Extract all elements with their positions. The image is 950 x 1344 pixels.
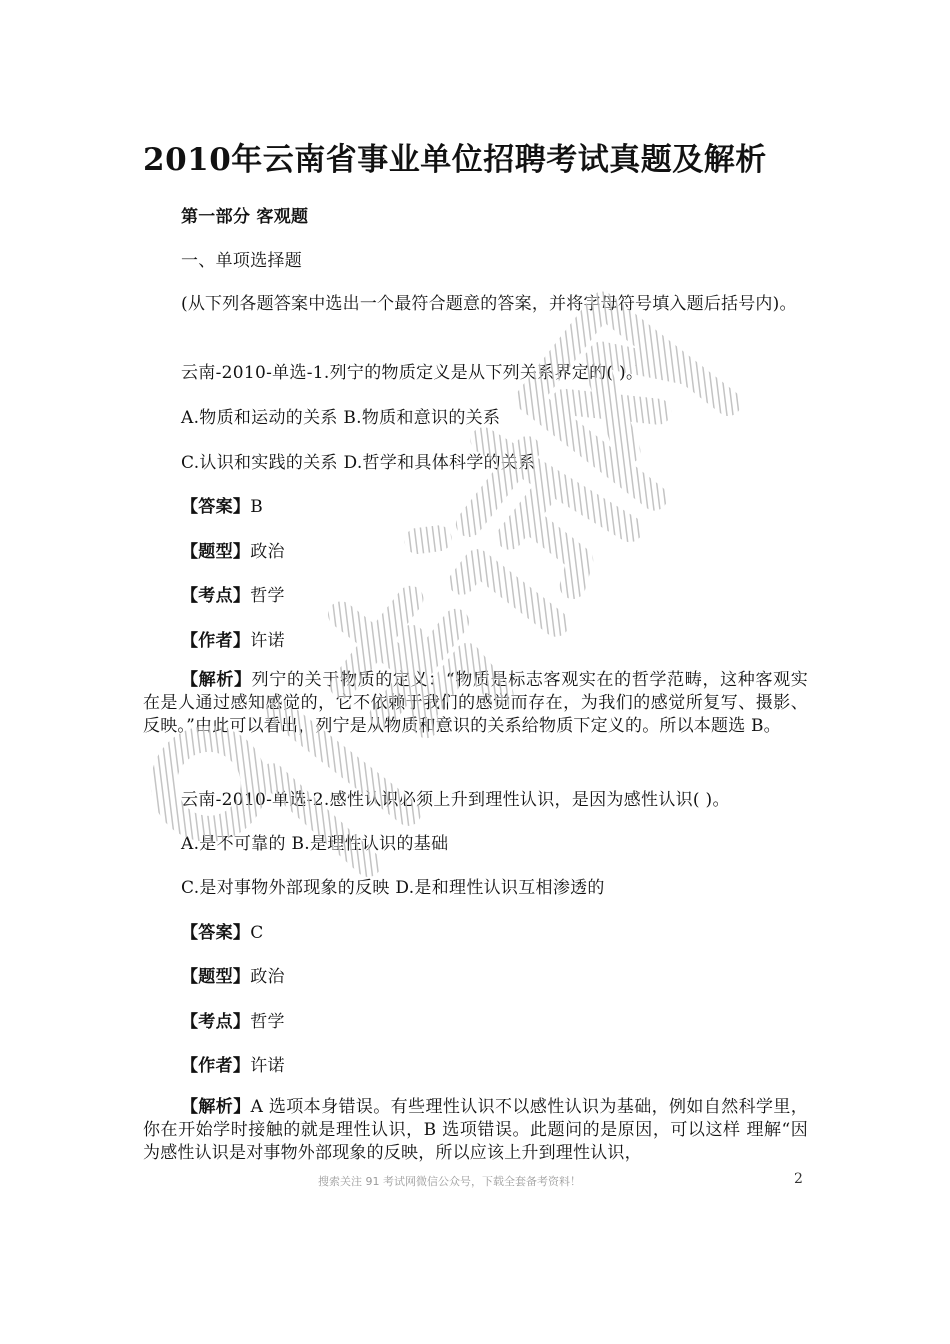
q1-type [181,537,285,562]
instruction-paragraph: (从下列各题答案中选出一个最符合题意的答案，并将字母符号填入题后括号内)。 [181,294,797,314]
analysis-label: 【解析】 [181,670,252,690]
type-value: 政治 [250,542,285,562]
answer-label: 【答案】 [181,497,251,517]
q2-options-ab: A.是不可靠的 B.是理性认识的基础 [181,834,449,854]
answer-value: C [250,923,264,943]
page-footer [0,1171,950,1189]
q2-options-cd: C.是对事物外部现象的反映 D.是和理性认识互相渗透的 [181,878,605,898]
q1-options-ab: A.物质和运动的关系 B.物质和意识的关系 [181,408,501,428]
type-value: 政治 [250,967,285,987]
analysis-label: 【解析】 [181,1097,251,1117]
q2-type [181,962,285,987]
point-value: 哲学 [250,586,285,606]
q2-analysis [143,1096,808,1165]
page-number: 2 [794,1171,803,1187]
section-heading: 一、单项选择题 [181,251,303,271]
q2-author [181,1051,285,1076]
analysis-text: 列宁的关于物质的定义：“物质是标志客观实在的哲学范畴，这种客观实在是人通过感知感觉的，它不依赖于我们的感觉而存在，为我们的感觉所复写、摄影、反映。”由此可以看出，列宁是从物质和意识的关系给物质下定义的。所以本题选 B。 [143,670,808,736]
answer-label: 【答案】 [181,923,251,943]
q1-options-cd: C.认识和实践的关系 D.哲学和具体科学的关系 [181,453,536,473]
q1-stem: 云南-2010-单选-1.列宁的物质定义是从下列关系界定的( )。 [181,363,644,383]
author-value: 许诺 [250,1056,285,1076]
type-label: 【题型】 [181,542,251,562]
point-value: 哲学 [250,1012,285,1032]
q2-answer [181,918,264,943]
answer-value: B [250,497,263,517]
part-heading: 第一部分 客观题 [181,207,309,227]
type-label: 【题型】 [181,967,251,987]
author-value: 许诺 [250,631,285,651]
q2-point [181,1007,285,1032]
q1-author [181,626,285,651]
q1-analysis [143,669,808,738]
point-label: 【考点】 [181,586,251,606]
q2-stem: 云南-2010-单选-2.感性认识必须上升到理性认识，是因为感性认识( )。 [181,790,730,810]
q1-point [181,581,285,606]
q1-answer [181,492,263,517]
author-label: 【作者】 [181,1056,251,1076]
author-label: 【作者】 [181,631,251,651]
analysis-text: A 选项本身错误。有些理性认识不以感性认识为基础，例如自然科学里，你在开始学时接触的就是理性认识，B 选项错误。此题问的是原因，可以这样 理解“因为感性认识是对事物外部现象的反映，所以应该上升到理性认识， [143,1097,808,1163]
point-label: 【考点】 [181,1012,251,1032]
page-title: 2010年云南省事业单位招聘考试真题及解析 [143,142,767,178]
footer-note: 搜索关注 91 考试网微信公众号，下载全套备考资料！ [318,1175,581,1188]
